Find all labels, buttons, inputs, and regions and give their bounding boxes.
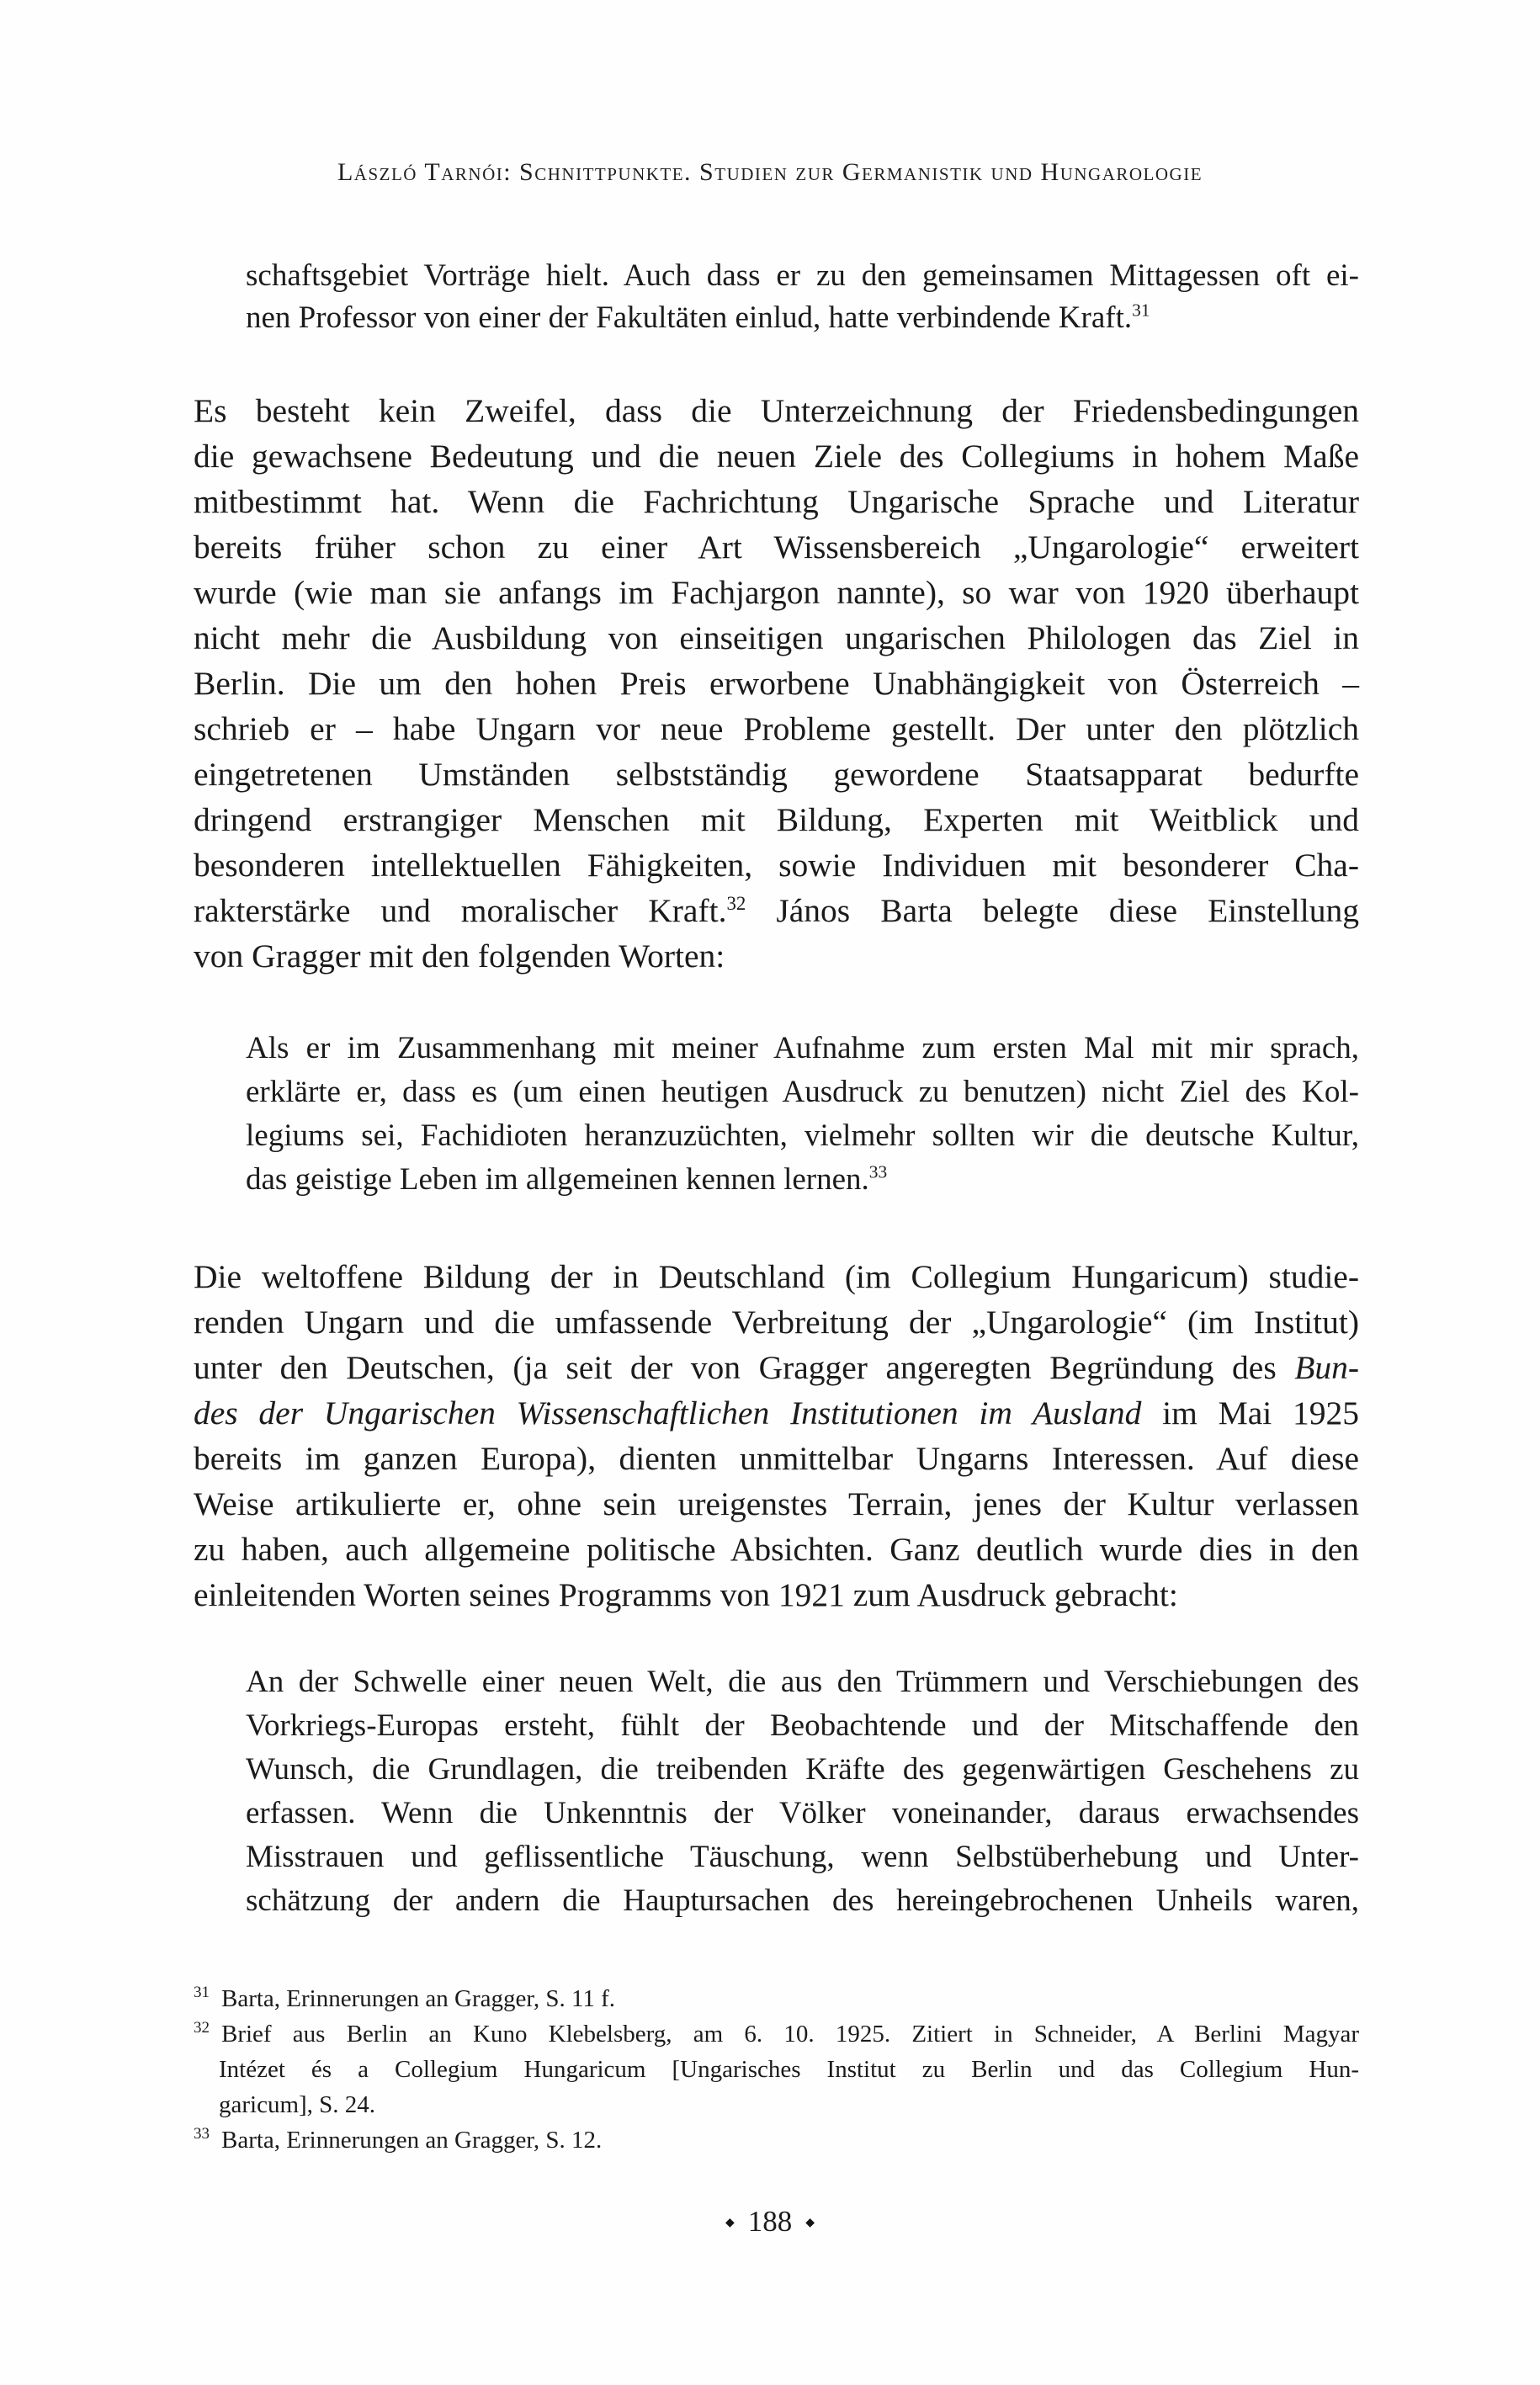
- text-segment: im Mai 1925: [1162, 1394, 1360, 1432]
- text-line: besonderen intellektuellen Fähigkeiten, sowie Individuen mit besonderer Cha-: [194, 847, 1359, 884]
- text-line: Misstrauen und geflissentliche Täuschung, wenn Selbstüberhebung und Unter-: [246, 1840, 1359, 1874]
- text-line: erfassen. Wenn die Unkenntnis der Völker voneinander, daraus erwachsendes: [246, 1796, 1359, 1830]
- footnotes: [194, 1981, 1359, 2158]
- text-line: bereits im ganzen Europa), dienten unmittelbar Ungarns Interessen. Auf diese: [194, 1440, 1359, 1477]
- diamond-ornament: ◆: [805, 2217, 815, 2229]
- footnote-text: Barta, Erinnerungen an Gragger, S. 11 f.: [221, 1985, 616, 2012]
- text-segment: nen Professor von einer der Fakultäten einlud, hatte verbindende Kraft.: [246, 300, 1133, 335]
- text-line: [194, 1390, 1359, 1436]
- page-number: [0, 2205, 1540, 2239]
- text-line: eingetretenen Umständen selbstständig gewordene Staatsapparat bedurfte: [194, 756, 1359, 793]
- text-line: nicht mehr die Ausbildung von einseitigen ungarischen Philologen das Ziel in: [194, 619, 1359, 656]
- footnote-text: Barta, Erinnerungen an Gragger, S. 12.: [221, 2127, 603, 2154]
- text-line: schaftsgebiet Vorträge hielt. Auch dass er zu den gemeinsamen Mittagessen oft ei-: [246, 258, 1359, 293]
- text-line: schrieb er – habe Ungarn vor neue Probleme gestellt. Der unter den plötzlich: [194, 710, 1359, 747]
- text-line: mitbestimmt hat. Wenn die Fachrichtung Ungarische Sprache und Literatur: [194, 483, 1359, 520]
- footnote-ref-31: 31: [1132, 300, 1150, 321]
- text-segment: das geistige Leben im allgemeinen kennen lernen.: [246, 1162, 869, 1197]
- text-line: legiums sei, Fachidioten heranzuzüchten, vielmehr sollten wir die deutsche Kultur,: [246, 1118, 1359, 1153]
- text-line: Berlin. Die um den hohen Preis erworbene Unabhängigkeit von Österreich –: [194, 665, 1359, 702]
- footnote-32-continuation: garicum], S. 24.: [219, 2091, 376, 2118]
- diamond-ornament: ◆: [725, 2217, 735, 2229]
- text-line: Wunsch, die Grundlagen, die treibenden Kräfte des gegenwärtigen Geschehens zu: [246, 1752, 1359, 1787]
- text-segment: unter den Deutschen, (ja seit der von Gragger angeregten Begründung des: [194, 1349, 1277, 1386]
- text-line: schätzung der andern die Hauptursachen des hereingebrochenen Unheils waren,: [246, 1883, 1359, 1918]
- footnote-32-continuation: Intézet és a Collegium Hungaricum [Ungarisches Institut zu Berlin und das Collegium Hun-: [219, 2056, 1359, 2083]
- footnote-32: [194, 2016, 1359, 2052]
- text-line: Es besteht kein Zweifel, dass die Unterzeichnung der Friedensbedingungen: [194, 392, 1359, 429]
- block-quote-2: [246, 1660, 1359, 1923]
- footnote-ref-33: 33: [868, 1161, 888, 1182]
- page-number-value: 188: [747, 2205, 793, 2238]
- text-line: einleitenden Worten seines Programms von 1921 zum Ausdruck gebracht:: [194, 1576, 1178, 1613]
- text-line: [194, 1345, 1359, 1390]
- text-line: erklärte er, dass es (um einen heutigen Ausdruck zu benutzen) nicht Ziel des Kol-: [246, 1075, 1359, 1109]
- text-line: [246, 1158, 1359, 1202]
- text-segment: rakterstärke und moralischer Kraft.: [194, 892, 727, 929]
- footnote-31: [194, 1981, 1359, 2016]
- text-line: zu haben, auch allgemeine politische Absichten. Ganz deutlich wurde dies in den: [194, 1531, 1359, 1568]
- quote-continuation: [246, 255, 1359, 339]
- footnote-ref-32: 32: [726, 892, 746, 914]
- paragraph-2: [194, 1254, 1359, 1617]
- text-line: von Gragger mit den folgenden Worten:: [194, 938, 725, 975]
- text-line: [194, 888, 1359, 933]
- book-title-italic: Bun-: [1294, 1349, 1359, 1386]
- footnote-text: Brief aus Berlin an Kuno Klebelsberg, am 6. 10. 1925. Zitiert in Schneider, A Berlini Magyar: [221, 2021, 1359, 2048]
- text-line: die gewachsene Bedeutung und die neuen Ziele des Collegiums in hohem Maße: [194, 438, 1359, 475]
- footnote-number: 32: [194, 2019, 210, 2037]
- text-line: renden Ungarn und die umfassende Verbreitung der „Ungarologie“ (im Institut): [194, 1304, 1359, 1341]
- text-line: dringend erstrangiger Menschen mit Bildung, Experten mit Weitblick und: [194, 801, 1359, 838]
- text-segment: János Barta belegte diese Einstellung: [776, 892, 1360, 929]
- footnote-number: 33: [194, 2125, 210, 2143]
- running-header: László Tarnói: Schnittpunkte. Studien zur Germanistik und Hungarologie: [337, 158, 1203, 186]
- text-line: Die weltoffene Bildung der in Deutschland (im Collegium Hungaricum) studie-: [194, 1258, 1359, 1295]
- text-line: Als er im Zusammenhang mit meiner Aufnahme zum ersten Mal mit mir sprach,: [246, 1031, 1359, 1065]
- footnote-33: [194, 2122, 1359, 2158]
- book-title-italic: des der Ungarischen Wissenschaftlichen Institutionen im Ausland: [194, 1394, 1142, 1432]
- paragraph-1: [194, 388, 1359, 979]
- text-line: Weise artikulierte er, ohne sein ureigenstes Terrain, jenes der Kultur verlassen: [194, 1485, 1359, 1522]
- text-line: [246, 297, 1359, 339]
- footnote-number: 31: [194, 1984, 210, 2002]
- text-line: An der Schwelle einer neuen Welt, die aus den Trümmern und Verschiebungen des: [246, 1665, 1359, 1699]
- text-line: bereits früher schon zu einer Art Wissensbereich „Ungarologie“ erweitert: [194, 529, 1359, 566]
- block-quote-1: [246, 1027, 1359, 1202]
- text-line: Vorkriegs-Europas ersteht, fühlt der Beobachtende und der Mitschaffende den: [246, 1708, 1359, 1743]
- text-line: wurde (wie man sie anfangs im Fachjargon nannte), so war von 1920 überhaupt: [194, 574, 1359, 611]
